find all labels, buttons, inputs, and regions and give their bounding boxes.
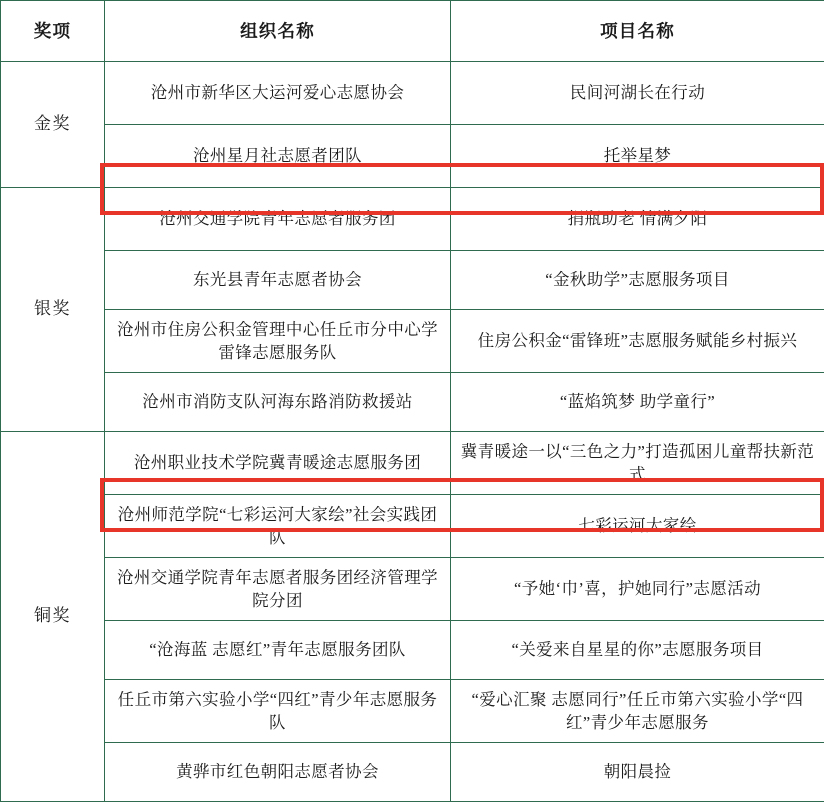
organization-cell: 沧州交通学院青年志愿者服务团 <box>105 188 451 251</box>
award-group-label: 银奖 <box>1 188 105 432</box>
table-row <box>1 62 824 125</box>
table-row <box>1 495 824 558</box>
organization-cell: 沧州师范学院“七彩运河大家绘”社会实践团队 <box>105 495 451 558</box>
project-cell: “爱心汇聚 志愿同行”任丘市第六实验小学“四红”青少年志愿服务 <box>451 680 824 743</box>
table-header <box>1 1 824 62</box>
project-cell: 七彩运河大家绘 <box>451 495 824 558</box>
project-cell: 冀青暖途一以“三色之力”打造孤困儿童帮扶新范式 <box>451 432 824 495</box>
organization-cell: 东光县青年志愿者协会 <box>105 251 451 310</box>
organization-cell: 沧州市住房公积金管理中心任丘市分中心学雷锋志愿服务队 <box>105 310 451 373</box>
table-row <box>1 310 824 373</box>
award-group-label: 铜奖 <box>1 432 105 802</box>
project-cell: “金秋助学”志愿服务项目 <box>451 251 824 310</box>
table-row <box>1 251 824 310</box>
project-cell: 托举星梦 <box>451 125 824 188</box>
table-row <box>1 125 824 188</box>
project-cell: 捐瓶助老 情满夕阳 <box>451 188 824 251</box>
project-cell: “予她‘巾’喜，护她同行”志愿活动 <box>451 558 824 621</box>
column-header-organization: 组织名称 <box>105 1 451 62</box>
project-cell: 住房公积金“雷锋班”志愿服务赋能乡村振兴 <box>451 310 824 373</box>
column-header-award: 奖项 <box>1 1 105 62</box>
column-header-project: 项目名称 <box>451 1 824 62</box>
table-row <box>1 432 824 495</box>
organization-cell: 沧州市消防支队河海东路消防救援站 <box>105 373 451 432</box>
table-row <box>1 621 824 680</box>
organization-cell: 黄骅市红色朝阳志愿者协会 <box>105 743 451 802</box>
project-cell: 朝阳晨捡 <box>451 743 824 802</box>
organization-cell: 沧州职业技术学院冀青暖途志愿服务团 <box>105 432 451 495</box>
organization-cell: 任丘市第六实验小学“四红”青少年志愿服务队 <box>105 680 451 743</box>
table-row <box>1 680 824 743</box>
table-body <box>1 62 824 802</box>
table-row <box>1 373 824 432</box>
project-cell: “关爱来自星星的你”志愿服务项目 <box>451 621 824 680</box>
table-row <box>1 188 824 251</box>
project-cell: 民间河湖长在行动 <box>451 62 824 125</box>
organization-cell: 沧州市新华区大运河爱心志愿协会 <box>105 62 451 125</box>
table-row <box>1 743 824 802</box>
project-cell: “蓝焰筑梦 助学童行” <box>451 373 824 432</box>
table-row <box>1 558 824 621</box>
table-header-row <box>1 1 824 62</box>
organization-cell: 沧州星月社志愿者团队 <box>105 125 451 188</box>
organization-cell: 沧州交通学院青年志愿者服务团经济管理学院分团 <box>105 558 451 621</box>
award-group-label: 金奖 <box>1 62 105 188</box>
organization-cell: “沧海蓝 志愿红”青年志愿服务团队 <box>105 621 451 680</box>
